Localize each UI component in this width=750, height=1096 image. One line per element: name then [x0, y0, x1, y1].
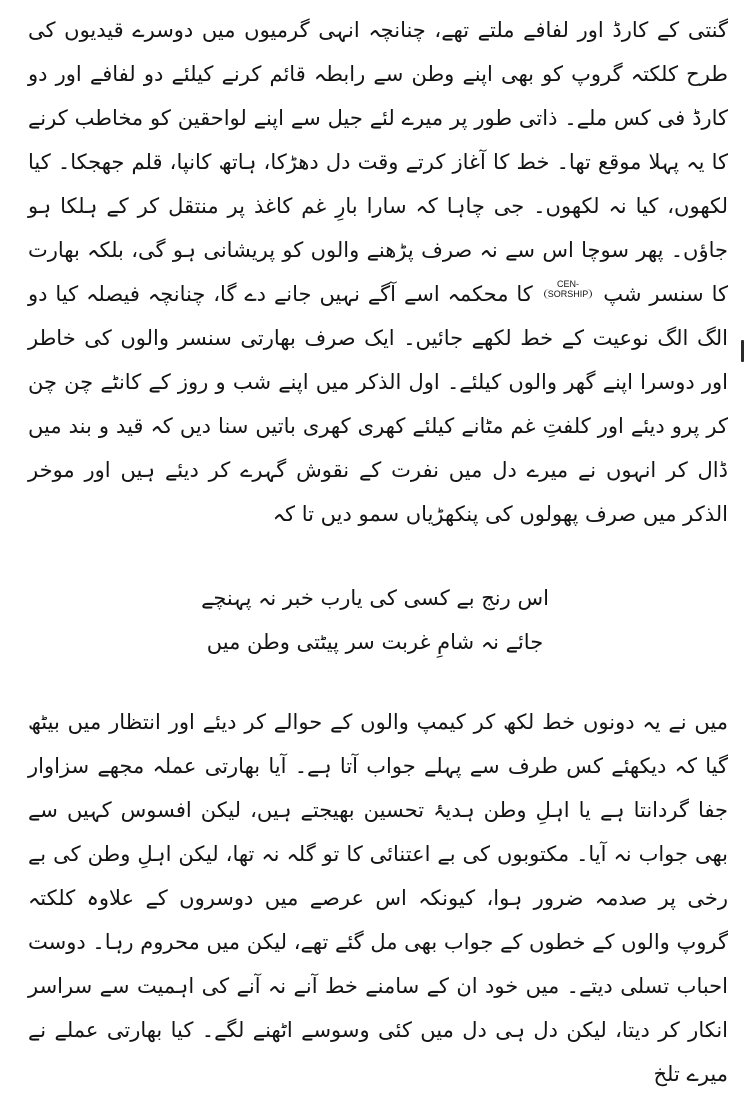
censorship-term-label — [544, 279, 593, 299]
margin-mark — [741, 340, 744, 362]
paragraph-waiting: میں نے یہ دونوں خط لکھ کر کیمپ والوں کے حوالے کر دیئے اور انتظار میں بیٹھ گیا کہ دیکھئے کس طرف سے پہلے جواب آتا ہے۔ آیا بھارتی عملہ مجھے سزاوار جفا گردانتا ہے یا اہلِ وطن ہدیۂ تحسین بھیجتے ہیں، لیکن افسوس کہیں سے بھی جواب نہ آیا۔ مکتوبوں کی بے اعتنائی کا تو گلہ نہ تھا، لیکن اہلِ وطن کی بے رخی پر صدمہ ضرور ہوا، کیونکہ اس عرصے میں دوسروں کے علاوہ کلکتہ گروپ والوں کے خطوں کے جواب بھی مل گئے تھے، لیکن میں محروم رہا۔ دوست احباب تسلی دیتے۔ میں خود ان کے سامنے خط آنے نہ آنے کی اہمیت سے سراسر انکار کر دیتا، لیکن دل ہی دل میں کئی وسوسے اٹھنے لگے۔ کیا بھارتی عملے نے میرے تلخ — [28, 710, 728, 1086]
poetry-couplet — [160, 576, 590, 664]
couplet-line-2: جائے نہ شامِ غربت سر پیٹتی وطن میں — [206, 630, 544, 654]
censorship-term-part-2: SORSHIP — [544, 289, 593, 299]
couplet-line-1: اس رنج بے کسی کی یارب خبر نہ پہنچے — [201, 586, 549, 610]
censorship-term-part-1: CEN- — [557, 279, 580, 289]
paragraph-letters-text-after: کا محکمہ اسے آگے نہیں جانے دے گا، چنانچہ فیصلہ کیا دو الگ الگ نوعیت کے خط لکھے جائیں۔ ایک صرف بھارتی سنسر والوں کی خاطر اور دوسرا اپنے گھر والوں کیلئے۔ اول الذکر میں اپنے شب و روز کے کانٹے چن چن کر پرو دیئے اور کلفتِ غم مٹانے کیلئے کھری کھری باتیں سنا دیں کہ قید و بند میں ڈال کر انہوں نے میرے دل میں نفرت کے نقوش گہرے کر دیئے ہیں اور موخر الذکر میں صرف پھولوں کی پنکھڑیاں سمو دیں تا کہ — [28, 282, 728, 526]
paragraph-letters — [28, 8, 728, 536]
paragraph-letters-text-before: گنتی کے کارڈ اور لفافے ملتے تھے، چنانچہ انہی گرمیوں میں دوسرے قیدیوں کی طرح کلکتہ گروپ کو بھی اپنے وطن سے رابطہ قائم کرنے کیلئے دو لفافے اور دو کارڈ فی کس ملے۔ ذاتی طور پر میرے لئے جیل سے اپنے لواحقین کو مخاطب کرنے کا یہ پہلا موقع تھا۔ خط کا آغاز کرتے وقت دل دھڑکا، ہاتھ کانپا، قلم جھجکا۔ کیا لکھوں، کیا نہ لکھوں۔ جی چاہا کہ سارا بارِ غم کاغذ پر منتقل کر کے ہلکا ہو جاؤں۔ پھر سوچا اس سے نہ صرف پڑھنے والوں کو پریشانی ہو گی، بلکہ بھارت کا سنسر شپ — [28, 18, 728, 306]
